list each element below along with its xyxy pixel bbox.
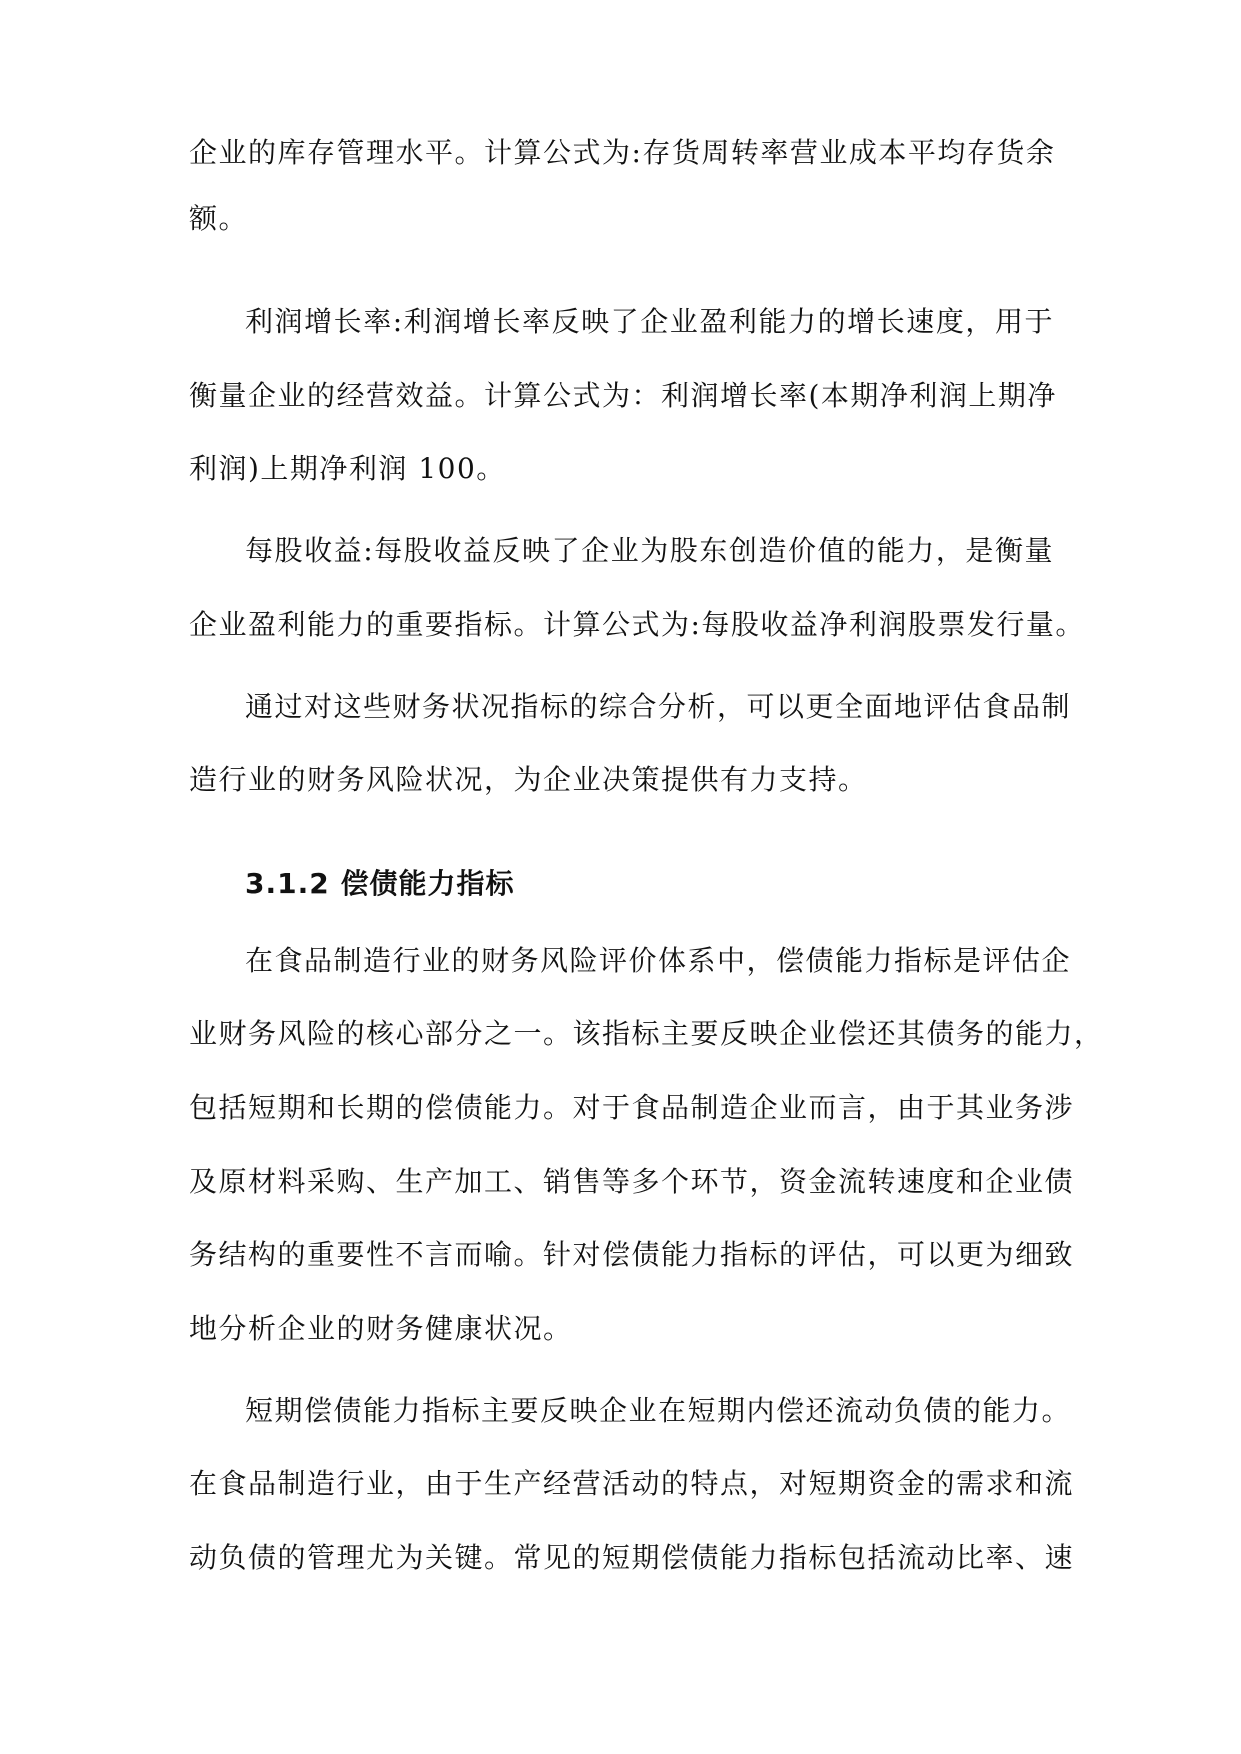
paragraph-line: 衡量企业的经营效益。计算公式为：利润增长率(本期净利润上期净 bbox=[189, 379, 1057, 412]
paragraph-line: 在食品制造行业的财务风险评价体系中，偿债能力指标是评估企 bbox=[245, 944, 1072, 977]
paragraph-line: 每股收益:每股收益反映了企业为股东创造价值的能力，是衡量 bbox=[245, 534, 1054, 567]
paragraph-line: 通过对这些财务状况指标的综合分析，可以更全面地评估食品制 bbox=[245, 690, 1072, 723]
paragraph-line: 额。 bbox=[189, 202, 249, 235]
paragraph-line: 利润)上期净利润 100。 bbox=[189, 452, 506, 485]
paragraph-line: 务结构的重要性不言而喻。针对偿债能力指标的评估，可以更为细致 bbox=[189, 1238, 1075, 1271]
paragraph-line: 短期偿债能力指标主要反映企业在短期内偿还流动负债的能力。 bbox=[245, 1394, 1072, 1427]
section-heading: 3.1.2 偿债能力指标 bbox=[245, 867, 515, 900]
paragraph-line: 企业的库存管理水平。计算公式为:存货周转率营业成本平均存货余 bbox=[189, 136, 1056, 169]
paragraph-line: 在食品制造行业，由于生产经营活动的特点，对短期资金的需求和流 bbox=[189, 1467, 1075, 1500]
paragraph-line: 企业盈利能力的重要指标。计算公式为:每股收益净利润股票发行量。 bbox=[189, 608, 1085, 641]
paragraph-line: 包括短期和长期的偿债能力。对于食品制造企业而言，由于其业务涉 bbox=[189, 1091, 1075, 1124]
paragraph-line: 利润增长率:利润增长率反映了企业盈利能力的增长速度，用于 bbox=[245, 305, 1054, 338]
paragraph-line: 造行业的财务风险状况，为企业决策提供有力支持。 bbox=[189, 763, 868, 796]
paragraph-line: 业财务风险的核心部分之一。该指标主要反映企业偿还其债务的能力， bbox=[189, 1017, 1104, 1050]
paragraph-line: 及原材料采购、生产加工、销售等多个环节，资金流转速度和企业债 bbox=[189, 1165, 1075, 1198]
paragraph-line: 动负债的管理尤为关键。常见的短期偿债能力指标包括流动比率、速 bbox=[189, 1541, 1075, 1574]
paragraph-line: 地分析企业的财务健康状况。 bbox=[189, 1312, 573, 1345]
